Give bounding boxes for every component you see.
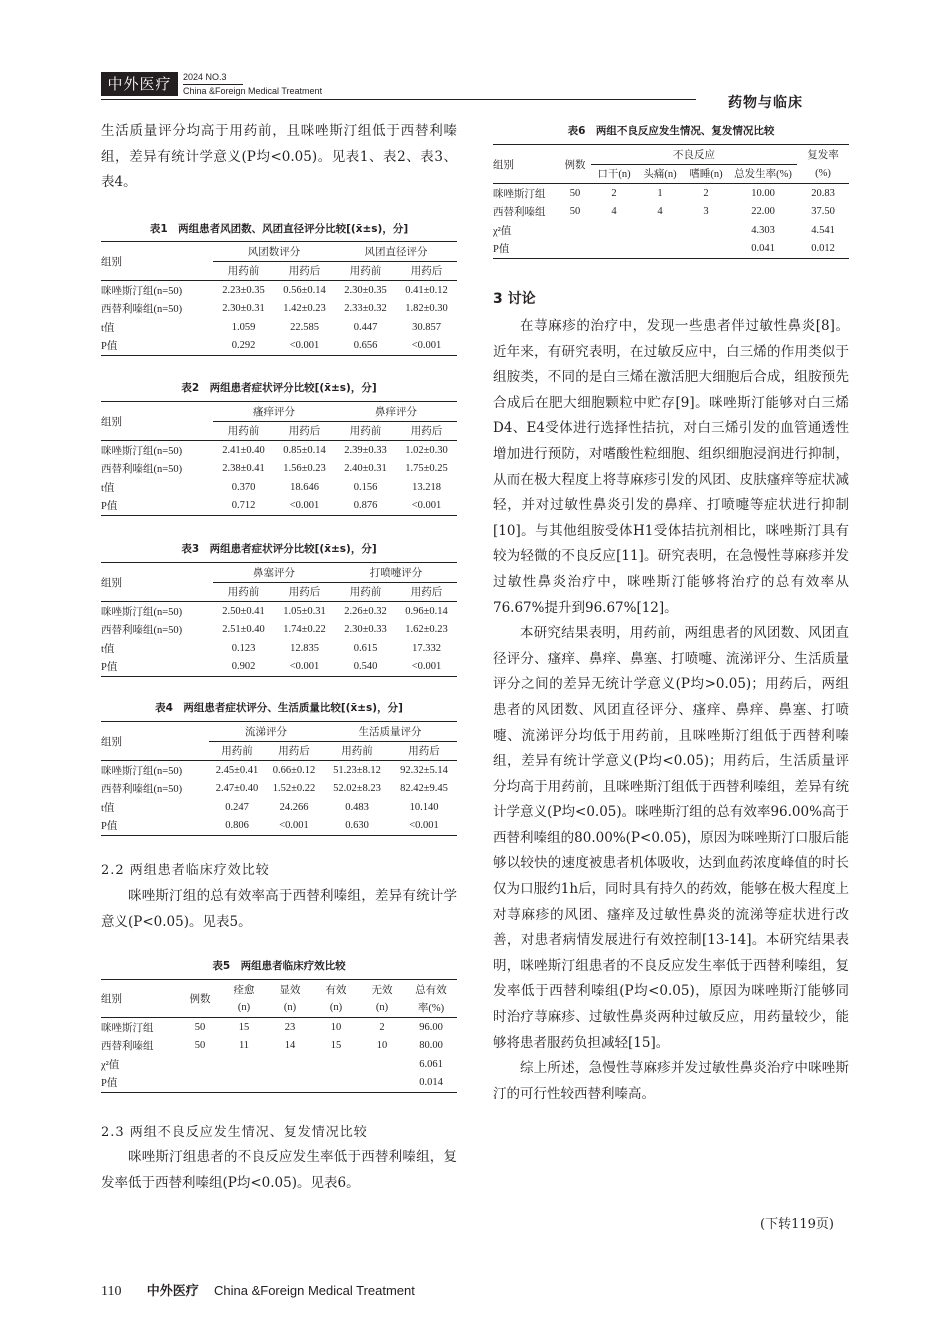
- table5-col: 有效: [313, 980, 359, 999]
- table-row: [493, 203, 849, 222]
- row-label: P值: [101, 1074, 179, 1093]
- cell: 0.41±0.12: [405, 284, 448, 296]
- cell: 10: [376, 1040, 388, 1052]
- cell: 4: [657, 206, 663, 218]
- table3: [101, 562, 457, 677]
- table6-subcol: 总发生率(%): [729, 164, 797, 184]
- cell: 17.332: [412, 642, 441, 654]
- table-row: [101, 1055, 457, 1074]
- table1-group-label: 组别: [101, 242, 213, 281]
- row-label: 西替利嗪组(n=50): [101, 625, 183, 637]
- cell: 0.247: [225, 801, 249, 813]
- cell: [637, 221, 683, 240]
- table5-col-group: 组别: [101, 980, 179, 1018]
- header-rule: [101, 99, 696, 100]
- table2: [101, 401, 457, 516]
- section-2-3-heading: 2.3 两组不良反应发生情况、复发情况比较: [101, 1125, 368, 1140]
- table6-relapse-label: 复发率: [797, 145, 849, 165]
- row-label: P值: [101, 497, 213, 516]
- cell: 22.585: [290, 321, 319, 333]
- table1-subcol: 用药前: [213, 261, 274, 281]
- table1-colgroup: 风团数评分: [213, 242, 335, 262]
- cell: [559, 240, 591, 259]
- cell: 14: [284, 1040, 296, 1052]
- table5-unit: 率(%): [405, 999, 457, 1018]
- row-label: 咪唑斯汀组(n=50): [101, 606, 183, 618]
- table3-subcol: 用药后: [396, 582, 457, 602]
- table2-subcol: 用药后: [274, 421, 335, 441]
- row-label: 西替利嗪组(n=50): [101, 784, 183, 796]
- cell: 4.303: [751, 224, 775, 236]
- cell: [559, 221, 591, 240]
- cell: [683, 221, 729, 240]
- discussion-paragraph-2: 本研究结果表明，用药前，两组患者的风团数、风团直径评分、瘙痒、鼻痒、鼻塞、打喷嚏、流涕评分、生活质量评分之间的差异无统计学意义(P均>0.05)；用药后，两组患者的风团数、风团直径评分、瘙痒、鼻痒、鼻塞、打喷嚏、流涕评分均低于用药前，且咪唑斯汀组低于西替利嗪组，差异有统计学意义(P均<0.05)；用药后，生活质量评分均高于用药前，且咪唑斯汀组低于西替利嗪组，差异有统计学意义(P均<0.05)。咪唑斯汀组的总有效率96.00%高于西替利嗪组的80.00%(P<0.05)，原因为咪唑斯汀口服后能够以较快的速度被患者机体吸收，达到血药浓度峰值的时长仅为口服约1h后，同时具有持久的药效，能够在极大程度上对荨麻疹的风团、瘙痒及过敏性鼻炎的流涕等症状进行改善，对患者病情发展进行有效控制[13-14]。本研究结果表明，咪唑斯汀组患者的不良反应发生率低于西替利嗪组，复发率低于西替利嗪组(P均<0.05)，原因为咪唑斯汀能够同时治疗荨麻疹、过敏性鼻炎两种过敏反应，用药量较少，能够将患者服药负担减轻[15]。: [493, 625, 849, 1051]
- table-row: [101, 780, 457, 799]
- table3-group-label: 组别: [101, 563, 213, 602]
- table6-subcol: 头痛(n): [637, 164, 683, 184]
- section-2-2-text: 咪唑斯汀组的总有效率高于西替利嗪组，差异有统计学意义(P<0.05)。见表5。: [101, 888, 457, 930]
- table1-subcol: 用药前: [335, 261, 396, 281]
- table4-body: [101, 761, 457, 836]
- continued-note: (下转119页): [760, 1217, 834, 1232]
- discussion-paragraph-1: 在荨麻疹的治疗中，发现一些患者伴过敏性鼻炎[8]。近年来，有研究表明，在过敏反应中，白三烯的作用类似于组胺类，不同的是白三烯在激活肥大细胞后合成，组胺预先合成后在肥大细胞颗粒中贮存[9]。咪唑斯汀能够对白三烯D4、E4受体进行选择性拮抗，对白三烯引发的血管通透性增加进行预防，对嗜酸性粒细胞、组织细胞浸润进行抑制，从而在极大程度上将荨麻疹引发的风团、皮肤瘙痒等症状减轻，并对过敏性鼻炎引发的鼻痒、打喷嚏等症状进行抑制[10]。与其他组胺受体H1受体拮抗剂相比，咪唑斯汀具有较为轻微的不良反应[11]。研究表明，在急慢性荨麻疹并发过敏性鼻炎治疗中，咪唑斯汀能够将治疗的总有效率从76.67%提升到96.67%[12]。: [493, 318, 849, 616]
- table4-subcol: 用药后: [391, 741, 457, 761]
- table1-subcol: 用药后: [396, 261, 457, 281]
- cell: 80.00: [419, 1040, 443, 1052]
- cell: <0.001: [396, 658, 457, 677]
- table-row: [493, 240, 849, 259]
- section-2-2-paragraph: [101, 884, 457, 935]
- row-label: 咪唑斯汀组: [493, 188, 546, 200]
- table-row: [101, 658, 457, 677]
- table-row: [493, 221, 849, 240]
- cell: <0.001: [274, 337, 335, 356]
- table-row: [101, 1018, 457, 1037]
- cell: 3: [703, 206, 709, 218]
- table2-colgroup: 鼻痒评分: [335, 402, 457, 422]
- cell: 82.42±9.45: [400, 783, 448, 795]
- cell: 1.02±0.30: [405, 444, 448, 456]
- row-label: t值: [101, 482, 115, 494]
- cell: 92.32±5.14: [400, 764, 448, 776]
- table2-subcol: 用药后: [396, 421, 457, 441]
- page-footer: [101, 1280, 415, 1300]
- table-row: [101, 478, 457, 497]
- table4: [101, 721, 457, 836]
- cell: 23: [284, 1021, 296, 1033]
- table3-subcol: 用药前: [213, 582, 274, 602]
- table6: [493, 144, 849, 259]
- cell: 0.540: [335, 658, 396, 677]
- discussion-paragraph-3: 综上所述，急慢性荨麻疹并发过敏性鼻炎治疗中咪唑斯汀的可行性较西替利嗪高。: [493, 1060, 849, 1102]
- table6-adverse-label: 不良反应: [591, 145, 797, 165]
- table1-body: [101, 281, 457, 356]
- row-label: 咪唑斯汀组(n=50): [101, 765, 183, 777]
- table6-relapse-unit: (%): [797, 164, 849, 184]
- cell: 24.266: [279, 801, 309, 813]
- cell: 50: [569, 206, 581, 218]
- table1-subcol: 用药后: [274, 261, 335, 281]
- journal-english-name: China &Foreign Medical Treatment: [183, 86, 323, 96]
- cell: <0.001: [274, 658, 335, 677]
- cell: 22.00: [751, 206, 775, 218]
- cell: 2.33±0.32: [344, 303, 387, 315]
- table2-group-label: 组别: [101, 402, 213, 441]
- row-label: 西替利嗪组(n=50): [101, 464, 183, 476]
- cell: 1.74±0.22: [283, 624, 326, 636]
- row-label: P值: [101, 337, 213, 356]
- cell: 30.857: [412, 321, 441, 333]
- row-label: P值: [493, 240, 559, 259]
- table6-body: [493, 184, 849, 259]
- table4-subcol: 用药前: [323, 741, 391, 761]
- cell: 0.615: [353, 642, 378, 654]
- row-label: 咪唑斯汀组(n=50): [101, 285, 183, 297]
- cell: 0.66±0.12: [272, 764, 316, 776]
- cell: 50: [194, 1040, 206, 1052]
- cell: 0.012: [797, 240, 849, 259]
- cell: 2.23±0.35: [222, 284, 265, 296]
- table-row: [101, 281, 457, 300]
- cell: 0.656: [335, 337, 396, 356]
- cell: <0.001: [265, 817, 323, 836]
- section-2-2-heading: 2.2 两组患者临床疗效比较: [101, 863, 270, 878]
- cell: 50: [194, 1021, 206, 1033]
- row-label: 咪唑斯汀组: [101, 1022, 154, 1034]
- cell: 0.447: [353, 321, 378, 333]
- table3-colgroup: 打喷嚏评分: [335, 563, 457, 583]
- table4-subcol: 用药前: [209, 741, 265, 761]
- table-row: [101, 798, 457, 817]
- table-row: [101, 602, 457, 621]
- cell: 1.52±0.22: [272, 783, 316, 795]
- cell: 0.806: [209, 817, 265, 836]
- cell: [221, 1055, 267, 1074]
- cell: 2: [611, 187, 617, 199]
- cell: 0.123: [231, 642, 256, 654]
- cell: 0.56±0.14: [283, 284, 326, 296]
- section-name: 药物与临床: [728, 95, 803, 111]
- cell: [221, 1074, 267, 1093]
- cell: 6.061: [419, 1058, 443, 1070]
- issue-number: 2024 NO.3: [183, 72, 227, 82]
- cell: <0.001: [396, 337, 457, 356]
- table4-colgroup: 生活质量评分: [323, 722, 457, 742]
- journal-logo: 中外医疗: [101, 72, 178, 96]
- cell: 4: [611, 206, 617, 218]
- cell: 2.39±0.33: [344, 444, 387, 456]
- footer-journal-en: China &Foreign Medical Treatment: [214, 1283, 415, 1298]
- cell: 2.26±0.32: [344, 605, 387, 617]
- table-row: [101, 817, 457, 836]
- table-row: [101, 1074, 457, 1093]
- row-label: 西替利嗪组: [493, 207, 546, 219]
- table1-colgroup: 风团直径评分: [335, 242, 457, 262]
- cell: 11: [238, 1040, 250, 1052]
- cell: 10.00: [751, 187, 775, 199]
- cell: 0.483: [345, 801, 369, 813]
- table2-body: [101, 441, 457, 516]
- cell: 0.96±0.14: [405, 605, 448, 617]
- cell: [267, 1074, 313, 1093]
- page-number: 110: [101, 1284, 122, 1299]
- cell: [267, 1055, 313, 1074]
- cell: <0.001: [274, 497, 335, 516]
- cell: 1.75±0.25: [405, 463, 448, 475]
- cell: <0.001: [396, 497, 457, 516]
- table4-title: 表4 两组患者症状评分、生活质量比较[(x̄±s)，分]: [155, 702, 403, 714]
- cell: 0.712: [213, 497, 274, 516]
- cell: 0.041: [729, 240, 797, 259]
- header-subrule: [183, 84, 243, 85]
- intro-paragraph: [101, 119, 457, 196]
- table6-title: 表6 两组不良反应发生情况、复发情况比较: [567, 125, 775, 137]
- table5-unit: (n): [221, 999, 267, 1018]
- cell: 2.30±0.31: [222, 303, 265, 315]
- table-row: [101, 460, 457, 479]
- table-row: [101, 441, 457, 460]
- cell: 1.56±0.23: [283, 463, 326, 475]
- cell: 13.218: [412, 481, 441, 493]
- cell: 52.02±8.23: [333, 783, 381, 795]
- discussion-body: [493, 314, 849, 1107]
- cell: [683, 240, 729, 259]
- cell: 2.41±0.40: [222, 444, 265, 456]
- row-label: P值: [101, 817, 209, 836]
- cell: 1.059: [231, 321, 256, 333]
- table5: [101, 979, 457, 1093]
- table2-subcol: 用药前: [213, 421, 274, 441]
- table4-group-label: 组别: [101, 722, 209, 761]
- cell: 2.47±0.40: [215, 783, 259, 795]
- table5-col: 显效: [267, 980, 313, 999]
- cell: 4.541: [811, 224, 835, 236]
- cell: 2: [379, 1021, 385, 1033]
- cell: [359, 1074, 405, 1093]
- cell: 2.30±0.33: [344, 624, 387, 636]
- table3-colgroup: 鼻塞评分: [213, 563, 335, 583]
- table-row: [493, 184, 849, 203]
- table-row: [101, 639, 457, 658]
- table-row: [101, 1037, 457, 1056]
- cell: 0.014: [405, 1074, 457, 1093]
- cell: 2.30±0.35: [344, 284, 387, 296]
- table3-subcol: 用药前: [335, 582, 396, 602]
- cell: 0.85±0.14: [283, 444, 326, 456]
- cell: [591, 240, 637, 259]
- cell: 51.23±8.12: [333, 764, 381, 776]
- cell: 1.82±0.30: [405, 303, 448, 315]
- row-label: χ²值: [493, 225, 512, 237]
- cell: 12.835: [290, 642, 319, 654]
- cell: 0.630: [323, 817, 391, 836]
- cell: 1: [657, 187, 663, 199]
- table-row: [101, 621, 457, 640]
- cell: 2.45±0.41: [215, 764, 259, 776]
- cell: 0.292: [213, 337, 274, 356]
- intro-text: 生活质量评分均高于用药前，且咪唑斯汀组低于西替利嗪组，差异有统计学意义(P均<0.05)。见表1、表2、表3、表4。: [101, 123, 457, 191]
- table2-title: 表2 两组患者症状评分比较[(x̄±s)，分]: [181, 382, 377, 394]
- table5-body: [101, 1018, 457, 1093]
- cell: 2.51±0.40: [222, 624, 265, 636]
- table-row: [101, 300, 457, 319]
- cell: 20.83: [811, 187, 835, 199]
- cell: 96.00: [419, 1021, 443, 1033]
- cell: 2.40±0.31: [344, 463, 387, 475]
- cell: 18.646: [290, 481, 319, 493]
- cell: 15: [238, 1021, 250, 1033]
- row-label: χ²值: [101, 1059, 120, 1071]
- table5-unit: (n): [313, 999, 359, 1018]
- row-label: P值: [101, 658, 213, 677]
- table1-title: 表1 两组患者风团数、风团直径评分比较[(x̄±s)，分]: [149, 223, 409, 235]
- table4-colgroup: 流涕评分: [209, 722, 323, 742]
- row-label: 西替利嗪组(n=50): [101, 304, 183, 316]
- cell: 2: [703, 187, 709, 199]
- table-row: [101, 761, 457, 780]
- table2-subcol: 用药前: [335, 421, 396, 441]
- discussion-heading: 3 讨论: [493, 291, 536, 307]
- row-label: t值: [101, 643, 115, 655]
- table6-subcol: 口干(n): [591, 164, 637, 184]
- cell: [637, 240, 683, 259]
- cell: 15: [330, 1040, 342, 1052]
- table-row: [101, 497, 457, 516]
- cell: 0.370: [231, 481, 256, 493]
- cell: [313, 1055, 359, 1074]
- table2-colgroup: 瘙痒评分: [213, 402, 335, 422]
- section-2-3-text: 咪唑斯汀组患者的不良反应发生率低于西替利嗪组，复发率低于西替利嗪组(P均<0.05)。见表6。: [101, 1149, 457, 1191]
- table3-title: 表3 两组患者症状评分比较[(x̄±s)，分]: [181, 543, 377, 555]
- row-label: t值: [101, 322, 115, 334]
- row-label: 咪唑斯汀组(n=50): [101, 445, 183, 457]
- footer-journal-cn: 中外医疗: [146, 1284, 199, 1299]
- table5-unit: (n): [267, 999, 313, 1018]
- table3-subcol: 用药后: [274, 582, 335, 602]
- row-label: t值: [101, 802, 115, 814]
- cell: 0.876: [335, 497, 396, 516]
- table-row: [101, 318, 457, 337]
- cell: [179, 1074, 221, 1093]
- table5-col: 总有效: [405, 980, 457, 999]
- section-2-3-paragraph: [101, 1145, 457, 1196]
- table5-col: 痊愈: [221, 980, 267, 999]
- table-row: [101, 337, 457, 356]
- table3-body: [101, 602, 457, 677]
- table6-subcol: 嗜睡(n): [683, 164, 729, 184]
- cell: 10: [330, 1021, 342, 1033]
- table6-n-label: 例数: [559, 145, 591, 184]
- cell: [313, 1074, 359, 1093]
- cell: 1.05±0.31: [283, 605, 326, 617]
- cell: 2.50±0.41: [222, 605, 265, 617]
- table5-col: 无效: [359, 980, 405, 999]
- cell: [179, 1055, 221, 1074]
- cell: 0.902: [213, 658, 274, 677]
- row-label: 西替利嗪组: [101, 1041, 154, 1053]
- table4-subcol: 用药后: [265, 741, 323, 761]
- table6-group-label: 组别: [493, 145, 559, 184]
- table5-unit: (n): [359, 999, 405, 1018]
- cell: <0.001: [391, 817, 457, 836]
- table5-title: 表5 两组患者临床疗效比较: [212, 960, 346, 972]
- cell: 1.42±0.23: [283, 303, 326, 315]
- cell: 10.140: [409, 801, 439, 813]
- cell: [359, 1055, 405, 1074]
- cell: 0.156: [353, 481, 378, 493]
- cell: 37.50: [811, 206, 835, 218]
- cell: 1.62±0.23: [405, 624, 448, 636]
- table1: [101, 241, 457, 356]
- cell: 50: [569, 187, 581, 199]
- cell: [591, 221, 637, 240]
- table5-col-n: 例数: [179, 980, 221, 1018]
- cell: 2.38±0.41: [222, 463, 265, 475]
